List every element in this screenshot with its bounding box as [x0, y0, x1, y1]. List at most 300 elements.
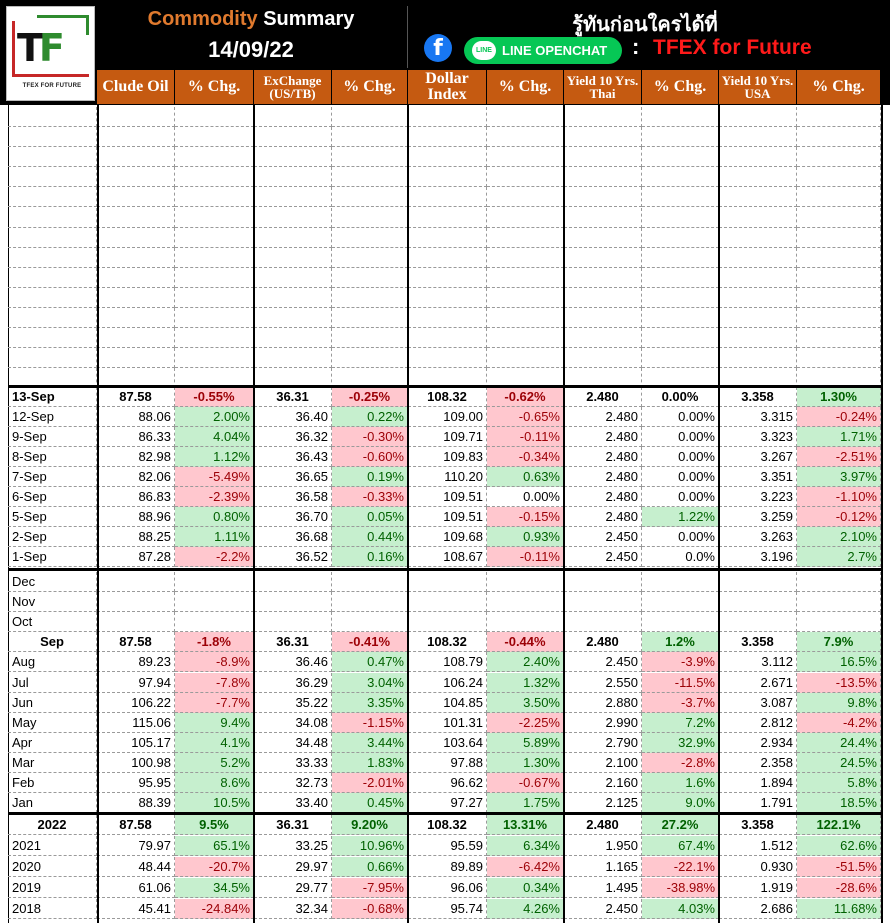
table-cell	[175, 127, 254, 147]
table-cell: 2.480	[564, 507, 642, 527]
row-label	[8, 288, 97, 308]
table-cell: 1.6%	[642, 773, 719, 793]
table-cell	[175, 592, 254, 612]
table-cell	[487, 328, 564, 348]
table-cell: 36.40	[254, 407, 332, 427]
table-cell: 2.480	[564, 487, 642, 507]
table-cell: -2.01%	[332, 773, 408, 793]
table-cell: 95.95	[97, 773, 175, 793]
column-header-0: Clude Oil	[97, 70, 175, 104]
table-cell	[642, 228, 719, 248]
table-cell: 10.5%	[175, 793, 254, 813]
table-cell	[97, 572, 175, 592]
table-cell: -0.65%	[487, 407, 564, 427]
table-cell	[564, 268, 642, 288]
table-cell: 110.20	[408, 467, 487, 487]
table-cell: 48.44	[97, 857, 175, 877]
table-cell: 0.0%	[642, 547, 719, 567]
table-cell	[797, 592, 881, 612]
table-cell: 2.480	[564, 815, 642, 835]
table-cell: 4.04%	[175, 427, 254, 447]
section-separator	[8, 385, 882, 388]
column-header-5: % Chg.	[487, 70, 564, 104]
table-cell: 5.2%	[175, 753, 254, 773]
table-cell: -0.41%	[332, 632, 408, 652]
table-cell: 36.58	[254, 487, 332, 507]
table-cell: 2.125	[564, 793, 642, 813]
table-cell: 36.31	[254, 632, 332, 652]
row-label: Jul	[8, 673, 97, 693]
table-cell	[564, 612, 642, 632]
row-label: 2022	[8, 815, 97, 835]
table-cell	[719, 572, 797, 592]
table-cell: -2.25%	[487, 713, 564, 733]
row-label: Jun	[8, 693, 97, 713]
table-cell: 45.41	[97, 899, 175, 919]
table-cell: 82.98	[97, 447, 175, 467]
table-cell: 89.89	[408, 857, 487, 877]
table-cell	[97, 288, 175, 308]
table-cell: 3.358	[719, 632, 797, 652]
table-cell: -0.67%	[487, 773, 564, 793]
table-cell	[408, 268, 487, 288]
table-cell: 1.495	[564, 878, 642, 898]
table-cell	[642, 612, 719, 632]
table-cell: 2.880	[564, 693, 642, 713]
table-cell	[332, 248, 408, 268]
table-cell	[97, 107, 175, 127]
row-label: Nov	[8, 592, 97, 612]
table-cell	[97, 127, 175, 147]
table-cell	[408, 572, 487, 592]
table-cell	[797, 248, 881, 268]
table-cell	[254, 348, 332, 368]
table-cell	[487, 308, 564, 328]
table-cell: 0.66%	[332, 857, 408, 877]
row-label	[8, 107, 97, 127]
table-cell: 36.65	[254, 467, 332, 487]
table-cell: 32.73	[254, 773, 332, 793]
table-cell	[175, 308, 254, 328]
column-header-6: Yield 10 Yrs. Thai	[564, 70, 642, 104]
table-cell: 6.34%	[487, 836, 564, 856]
table-cell: -13.5%	[797, 673, 881, 693]
table-cell	[642, 348, 719, 368]
table-cell: 2.450	[564, 652, 642, 672]
table-cell	[642, 592, 719, 612]
table-cell	[487, 592, 564, 612]
table-cell: 1.950	[564, 836, 642, 856]
row-label: Jan	[8, 793, 97, 813]
table-cell: -28.6%	[797, 878, 881, 898]
table-cell: 3.04%	[332, 673, 408, 693]
table-cell: 3.358	[719, 815, 797, 835]
table-cell: 35.22	[254, 693, 332, 713]
table-cell: 1.32%	[487, 673, 564, 693]
table-cell: 33.33	[254, 753, 332, 773]
brand-colon: :	[632, 34, 640, 59]
table-cell: 2.160	[564, 773, 642, 793]
table-cell	[797, 572, 881, 592]
table-cell: 2.100	[564, 753, 642, 773]
table-cell	[332, 288, 408, 308]
table-cell: 2.480	[564, 632, 642, 652]
table-cell: -1.10%	[797, 487, 881, 507]
row-label	[8, 208, 97, 228]
table-cell: 96.06	[408, 878, 487, 898]
table-cell	[797, 127, 881, 147]
table-cell: 3.351	[719, 467, 797, 487]
row-label: 2020	[8, 857, 97, 877]
table-cell	[97, 167, 175, 187]
row-label: Dec	[8, 572, 97, 592]
table-cell: -0.12%	[797, 507, 881, 527]
table-cell: -8.9%	[175, 652, 254, 672]
table-cell: 3.112	[719, 652, 797, 672]
table-cell	[487, 288, 564, 308]
table-cell: -0.30%	[332, 427, 408, 447]
table-cell	[564, 288, 642, 308]
table-cell: -11.5%	[642, 673, 719, 693]
table-cell	[642, 268, 719, 288]
table-cell	[332, 167, 408, 187]
table-cell: 0.45%	[332, 793, 408, 813]
table-cell	[797, 228, 881, 248]
table-cell	[332, 612, 408, 632]
table-cell: 1.919	[719, 878, 797, 898]
row-label: 2021	[8, 836, 97, 856]
table-cell: 0.00%	[642, 387, 719, 407]
row-label: 8-Sep	[8, 447, 97, 467]
table-cell	[797, 328, 881, 348]
table-cell	[487, 107, 564, 127]
table-cell: -2.51%	[797, 447, 881, 467]
table-cell: 2.480	[564, 447, 642, 467]
table-cell: 87.58	[97, 387, 175, 407]
table-cell	[642, 127, 719, 147]
table-cell	[797, 167, 881, 187]
table-cell	[487, 572, 564, 592]
line-icon: LINE	[472, 41, 496, 60]
table-cell	[97, 592, 175, 612]
row-label	[8, 147, 97, 167]
table-cell	[719, 308, 797, 328]
table-cell: 3.35%	[332, 693, 408, 713]
table-cell: 18.5%	[797, 793, 881, 813]
table-cell: -0.55%	[175, 387, 254, 407]
table-cell	[175, 348, 254, 368]
group-separator	[407, 105, 409, 923]
table-cell	[97, 308, 175, 328]
table-cell: 1.791	[719, 793, 797, 813]
table-cell: 3.358	[719, 387, 797, 407]
table-cell: 101.31	[408, 713, 487, 733]
table-cell	[175, 187, 254, 207]
table-cell: 3.259	[719, 507, 797, 527]
table-cell: 2.450	[564, 527, 642, 547]
table-cell	[408, 248, 487, 268]
table-cell	[408, 612, 487, 632]
table-cell: 0.22%	[332, 407, 408, 427]
row-label	[8, 348, 97, 368]
table-cell: -3.9%	[642, 652, 719, 672]
table-cell	[254, 572, 332, 592]
brand-name: TFEX for Future	[653, 36, 812, 59]
table-cell	[175, 228, 254, 248]
table-cell	[408, 107, 487, 127]
column-header-7: % Chg.	[642, 70, 719, 104]
table-cell	[564, 127, 642, 147]
slogan-text: รู้ทันก่อนใครได้ที่	[572, 14, 718, 36]
table-cell	[642, 248, 719, 268]
row-label: 7-Sep	[8, 467, 97, 487]
table-cell	[797, 288, 881, 308]
table-cell: 3.50%	[487, 693, 564, 713]
table-cell	[642, 208, 719, 228]
table-cell	[408, 288, 487, 308]
tfex-logo	[6, 6, 95, 101]
table-cell: -0.34%	[487, 447, 564, 467]
table-cell: 9.0%	[642, 793, 719, 813]
table-cell: 3.44%	[332, 733, 408, 753]
table-cell: -0.68%	[332, 899, 408, 919]
table-cell: 10.96%	[332, 836, 408, 856]
table-cell: 0.93%	[487, 527, 564, 547]
table-cell: 1.12%	[175, 447, 254, 467]
table-cell: 109.68	[408, 527, 487, 547]
table-cell: 0.00%	[487, 487, 564, 507]
table-cell: 62.6%	[797, 836, 881, 856]
table-cell	[797, 308, 881, 328]
table-cell: 5.8%	[797, 773, 881, 793]
table-cell: 0.19%	[332, 467, 408, 487]
table-cell: 24.5%	[797, 753, 881, 773]
table-cell: 79.97	[97, 836, 175, 856]
table-cell: 0.34%	[487, 878, 564, 898]
table-cell: -3.7%	[642, 693, 719, 713]
table-cell: -2.8%	[642, 753, 719, 773]
table-cell: 2.480	[564, 407, 642, 427]
table-cell: 2.358	[719, 753, 797, 773]
table-cell: 11.68%	[797, 899, 881, 919]
table-cell: 1.165	[564, 857, 642, 877]
column-header-1: % Chg.	[175, 70, 254, 104]
column-header-3: % Chg.	[332, 70, 408, 104]
table-cell	[408, 127, 487, 147]
table-cell	[254, 107, 332, 127]
table-cell	[797, 268, 881, 288]
table-cell	[97, 348, 175, 368]
table-cell: 109.71	[408, 427, 487, 447]
table-cell: -0.11%	[487, 547, 564, 567]
table-cell	[797, 348, 881, 368]
table-cell: 88.06	[97, 407, 175, 427]
table-cell: 36.43	[254, 447, 332, 467]
table-cell: 104.85	[408, 693, 487, 713]
table-cell: 2.450	[564, 899, 642, 919]
table-cell: 2.450	[564, 547, 642, 567]
table-cell	[254, 288, 332, 308]
table-cell: 82.06	[97, 467, 175, 487]
row-label: Aug	[8, 652, 97, 672]
column-header-2: ExChange (US/TB)	[254, 70, 332, 104]
table-cell: 97.88	[408, 753, 487, 773]
table-cell	[254, 228, 332, 248]
table-cell	[564, 328, 642, 348]
table-cell: 36.46	[254, 652, 332, 672]
table-cell	[642, 572, 719, 592]
table-cell	[564, 248, 642, 268]
table-cell	[254, 147, 332, 167]
table-cell	[408, 208, 487, 228]
table-cell: 0.47%	[332, 652, 408, 672]
table-cell: -0.15%	[487, 507, 564, 527]
table-cell: 108.32	[408, 387, 487, 407]
line-openchat-button[interactable]	[464, 37, 622, 64]
table-cell	[487, 348, 564, 368]
table-cell: 88.96	[97, 507, 175, 527]
row-label	[8, 167, 97, 187]
table-cell	[487, 147, 564, 167]
table-cell: 0.00%	[642, 467, 719, 487]
table-cell: 105.17	[97, 733, 175, 753]
table-cell	[332, 328, 408, 348]
table-cell	[332, 187, 408, 207]
table-cell: 32.34	[254, 899, 332, 919]
table-cell: 9.5%	[175, 815, 254, 835]
table-cell: 3.315	[719, 407, 797, 427]
table-cell	[642, 308, 719, 328]
table-cell: 2.480	[564, 427, 642, 447]
group-separator	[253, 105, 255, 923]
table-cell	[719, 592, 797, 612]
table-cell: 0.00%	[642, 487, 719, 507]
table-cell	[254, 328, 332, 348]
table-cell: 36.29	[254, 673, 332, 693]
report-date: 14/09/22	[208, 37, 294, 62]
table-cell: 2.40%	[487, 652, 564, 672]
table-cell: 36.70	[254, 507, 332, 527]
table-cell: 87.58	[97, 632, 175, 652]
table-cell: 34.08	[254, 713, 332, 733]
table-cell: 61.06	[97, 878, 175, 898]
facebook-icon[interactable]: f	[424, 34, 452, 62]
row-label: May	[8, 713, 97, 733]
table-cell	[175, 612, 254, 632]
table-cell: 108.32	[408, 815, 487, 835]
table-cell	[332, 592, 408, 612]
table-cell: 34.5%	[175, 878, 254, 898]
table-cell	[487, 167, 564, 187]
table-cell	[719, 288, 797, 308]
table-cell	[97, 187, 175, 207]
row-label: 2018	[8, 899, 97, 919]
table-right-edge	[881, 0, 883, 923]
row-label: 9-Sep	[8, 427, 97, 447]
column-header-4: Dollar Index	[408, 70, 487, 104]
table-cell: 2.790	[564, 733, 642, 753]
table-cell: 2.480	[564, 467, 642, 487]
table-cell	[719, 248, 797, 268]
table-cell	[97, 612, 175, 632]
table-cell: 13.31%	[487, 815, 564, 835]
table-cell	[719, 167, 797, 187]
table-cell: 7.9%	[797, 632, 881, 652]
row-label: Feb	[8, 773, 97, 793]
table-cell: 2.990	[564, 713, 642, 733]
table-cell	[719, 187, 797, 207]
table-cell	[719, 107, 797, 127]
table-cell	[175, 572, 254, 592]
row-label: 6-Sep	[8, 487, 97, 507]
table-cell: 97.94	[97, 673, 175, 693]
table-cell	[487, 187, 564, 207]
table-cell: -1.8%	[175, 632, 254, 652]
table-cell: 0.05%	[332, 507, 408, 527]
table-cell	[332, 308, 408, 328]
table-cell	[97, 147, 175, 167]
table-cell: 2.671	[719, 673, 797, 693]
table-cell	[797, 187, 881, 207]
table-cell	[642, 107, 719, 127]
table-cell	[642, 147, 719, 167]
table-cell: -38.98%	[642, 878, 719, 898]
row-label: 1-Sep	[8, 547, 97, 567]
table-cell: 1.11%	[175, 527, 254, 547]
table-cell: 0.63%	[487, 467, 564, 487]
table-cell: 108.67	[408, 547, 487, 567]
table-cell	[408, 187, 487, 207]
table-cell: -0.33%	[332, 487, 408, 507]
table-cell: 3.323	[719, 427, 797, 447]
table-cell: 1.71%	[797, 427, 881, 447]
table-cell	[719, 348, 797, 368]
table-cell: 0.00%	[642, 427, 719, 447]
table-cell	[564, 167, 642, 187]
table-cell	[97, 208, 175, 228]
table-cell: -2.39%	[175, 487, 254, 507]
row-label	[8, 228, 97, 248]
row-label	[8, 268, 97, 288]
table-cell: 108.32	[408, 632, 487, 652]
table-cell	[97, 228, 175, 248]
table-cell: -2.2%	[175, 547, 254, 567]
row-label	[8, 127, 97, 147]
table-cell: 1.75%	[487, 793, 564, 813]
table-cell	[408, 167, 487, 187]
table-cell	[97, 248, 175, 268]
table-cell: 36.31	[254, 815, 332, 835]
table-cell: 109.51	[408, 487, 487, 507]
row-label: Oct	[8, 612, 97, 632]
table-cell	[719, 612, 797, 632]
table-cell	[642, 167, 719, 187]
table-cell: 115.06	[97, 713, 175, 733]
table-cell	[332, 348, 408, 368]
table-cell: 29.77	[254, 878, 332, 898]
row-label: 2-Sep	[8, 527, 97, 547]
table-cell	[254, 248, 332, 268]
table-cell: 67.4%	[642, 836, 719, 856]
table-cell: -7.7%	[175, 693, 254, 713]
table-cell: 87.58	[97, 815, 175, 835]
group-separator	[718, 105, 720, 923]
table-cell: 103.64	[408, 733, 487, 753]
table-cell: 87.28	[97, 547, 175, 567]
table-cell: 109.83	[408, 447, 487, 467]
table-cell: 1.894	[719, 773, 797, 793]
table-cell: 97.27	[408, 793, 487, 813]
